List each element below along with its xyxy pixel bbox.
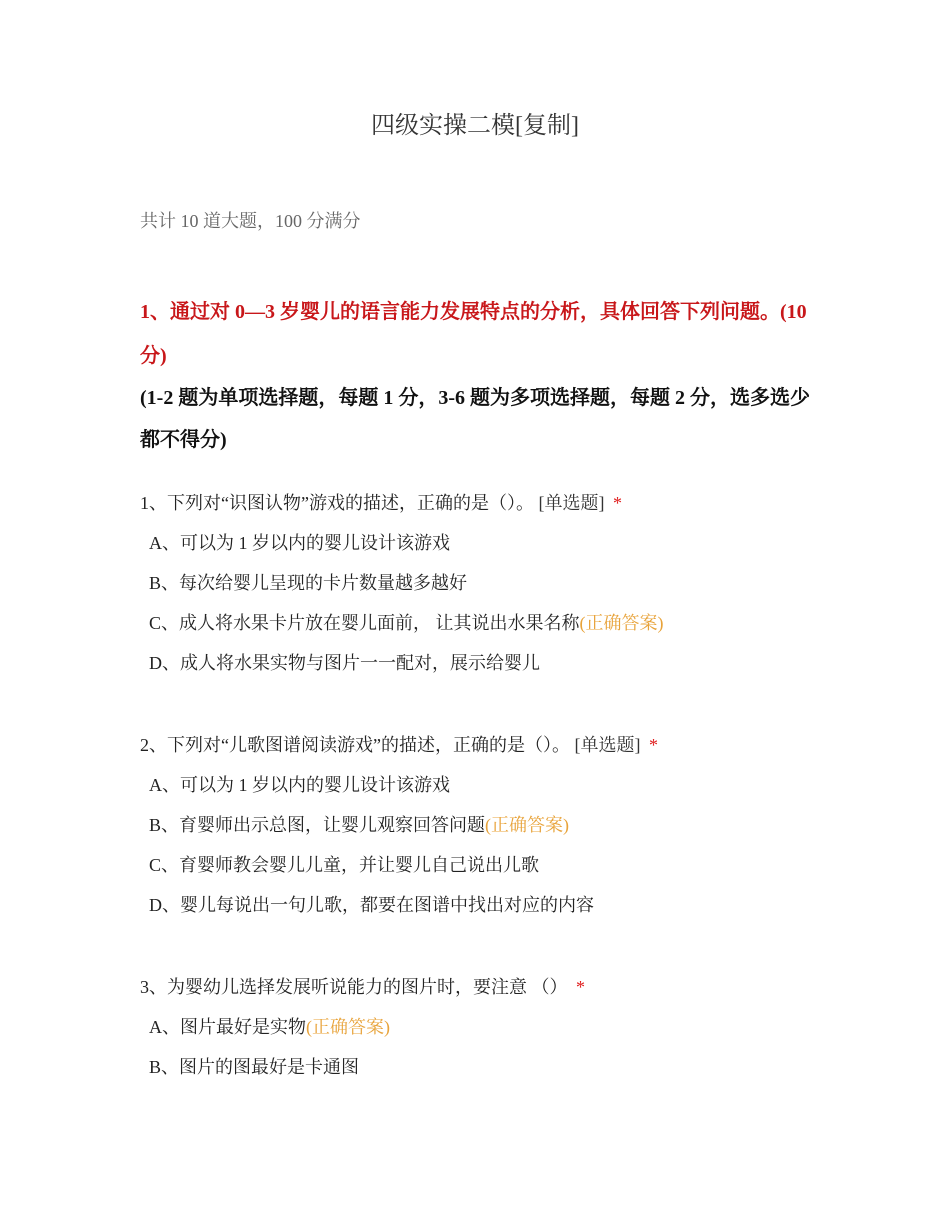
correct-answer-label: (正确答案)	[579, 613, 664, 633]
option-a	[140, 529, 810, 569]
correct-answer-label: (正确答案)	[485, 815, 570, 835]
option-list	[140, 529, 810, 689]
option-c	[140, 609, 810, 649]
option-text: A、可以为 1 岁以内的婴儿设计该游戏	[149, 533, 450, 553]
option-list	[140, 771, 810, 931]
question-stem	[140, 731, 810, 759]
page-title: 四级实操二模[复制]	[371, 113, 579, 139]
required-mark: *	[576, 977, 585, 997]
question-text: 1、下列对“识图认物”游戏的描述，正确的是（）。	[140, 493, 534, 513]
option-d	[140, 891, 810, 931]
option-a	[140, 1013, 810, 1053]
option-list	[140, 1013, 810, 1093]
option-text: C、育婴师教会婴儿儿童，并让婴儿自己说出儿歌	[149, 855, 540, 875]
question-type: [单选题]	[574, 735, 641, 755]
required-mark: *	[648, 735, 658, 755]
option-b	[140, 811, 810, 851]
question-stem	[140, 973, 810, 1001]
option-text: B、图片的图最好是卡通图	[149, 1057, 360, 1077]
option-text: A、图片最好是实物	[149, 1017, 306, 1037]
option-d	[140, 649, 810, 689]
exam-summary: 共计 10 道大题，100 分满分	[140, 211, 361, 231]
question-text: 3、为婴幼儿选择发展听说能力的图片时，要注意 （）	[140, 977, 568, 997]
question-text: 2、下列对“儿歌图谱阅读游戏”的描述，正确的是（）。	[140, 735, 570, 755]
question-stem	[140, 489, 810, 517]
option-text: C、成人将水果卡片放在婴儿面前， 让其说出水果名称	[149, 613, 580, 633]
section-title: 1、通过对 0—3 岁婴儿的语言能力发展特点的分析，具体回答下列问题。(10 分)	[140, 301, 807, 367]
option-text: A、可以为 1 岁以内的婴儿设计该游戏	[149, 775, 450, 795]
option-b	[140, 569, 810, 609]
option-text: D、成人将水果实物与图片一一配对，展示给婴儿	[149, 653, 540, 673]
option-c	[140, 851, 810, 891]
question-type: [单选题]	[538, 493, 605, 513]
section-note: (1-2 题为单项选择题，每题 1 分，3-6 题为多项选择题，每题 2 分，选多选少都不得分)	[140, 387, 810, 451]
question-2	[140, 731, 810, 931]
question-1	[140, 489, 810, 689]
option-text: B、每次给婴儿呈现的卡片数量越多越好	[149, 573, 468, 593]
question-3	[140, 973, 810, 1093]
option-b	[140, 1053, 810, 1093]
correct-answer-label: (正确答案)	[306, 1017, 390, 1037]
option-text: B、育婴师出示总图，让婴儿观察回答问题	[149, 815, 486, 835]
option-a	[140, 771, 810, 811]
option-text: D、婴儿每说出一句儿歌，都要在图谱中找出对应的内容	[149, 895, 594, 915]
required-mark: *	[612, 493, 622, 513]
